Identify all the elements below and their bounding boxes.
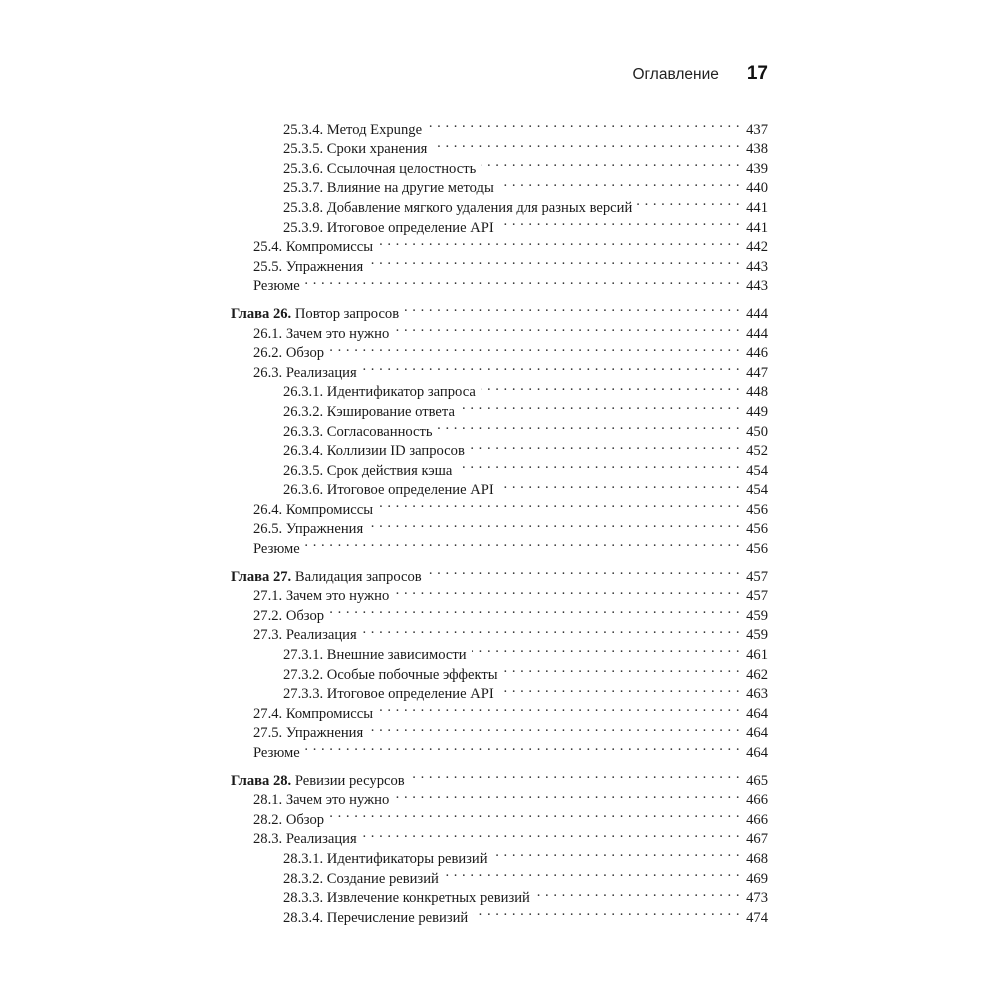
toc-entry-text: Резюме (253, 541, 300, 558)
toc-entry-title (231, 568, 422, 588)
toc-entry-text: 25.5. Упражнения (253, 258, 364, 275)
toc-entry-text: 28.3.3. Извлечение конкретных ревизий (283, 890, 530, 907)
toc-entry-text: 28.3.1. Идентификаторы ревизий (283, 850, 488, 867)
toc-entry-text: 26.3.5. Срок действия кэша (283, 462, 453, 479)
toc-page-number: 452 (746, 443, 768, 460)
toc-page-number: 466 (746, 811, 768, 828)
dot-leader (368, 718, 740, 738)
toc-chapter-entry (231, 298, 768, 322)
toc-entry-text: Валидация запросов (291, 568, 422, 585)
dot-leader (394, 785, 740, 805)
toc-page-number: 440 (746, 180, 768, 197)
toc-entry-text: 27.3.2. Особые побочные эффекты (283, 666, 498, 683)
dot-leader (368, 514, 740, 534)
toc-page-number: 442 (746, 239, 768, 256)
dot-leader (499, 679, 740, 699)
toc-entry-text: Резюме (253, 278, 300, 295)
toc-section-entry (231, 533, 768, 558)
toc-page-number: 444 (746, 325, 768, 342)
toc-entry-title (253, 744, 300, 764)
dot-leader (305, 737, 740, 757)
dot-leader (460, 396, 740, 416)
dot-leader (404, 298, 740, 318)
toc-page-number: 461 (746, 647, 768, 664)
toc-chapter-entry (231, 765, 768, 789)
dot-leader (503, 659, 740, 679)
toc-page-number: 449 (746, 403, 768, 420)
toc-entry-title (283, 140, 427, 160)
toc-entry-title (283, 403, 455, 423)
toc-entry-title (283, 423, 433, 443)
dot-leader (457, 455, 740, 475)
toc-chapter-entry (231, 561, 768, 585)
toc-entry-title (253, 364, 357, 384)
toc-entry-title (283, 160, 476, 180)
toc-page-number: 441 (746, 199, 768, 216)
toc-page-number: 469 (746, 870, 768, 887)
toc-entry-title (253, 344, 324, 364)
toc-entry-text: 26.3.2. Кэширование ответа (283, 403, 455, 420)
toc-entry-text: 26.2. Обзор (253, 345, 325, 362)
dot-leader (493, 843, 740, 863)
dot-leader (378, 698, 740, 718)
toc-entry-title (253, 501, 373, 521)
toc-entry-text: 25.3.5. Сроки хранения (283, 141, 428, 158)
toc-entry-text: 26.3.1. Идентификатор запроса (283, 384, 476, 401)
dot-leader (394, 318, 740, 338)
toc-page-number: 459 (746, 607, 768, 624)
toc-subsection-entry (231, 114, 768, 138)
toc-page-number: 447 (746, 364, 768, 381)
dot-leader (362, 620, 740, 640)
toc-entry-title (283, 909, 468, 929)
toc-entry-text: 28.3. Реализация (253, 831, 357, 848)
dot-leader (329, 338, 740, 358)
dot-leader (432, 134, 740, 154)
toc-page-number: 457 (746, 568, 768, 585)
toc-entry-text: 27.3.3. Итоговое определение API (283, 686, 494, 703)
toc-page-number: 443 (746, 258, 768, 275)
toc-page-number: 459 (746, 627, 768, 644)
dot-leader (481, 377, 740, 397)
toc-entry-text: 27.4. Компромиссы (253, 705, 374, 722)
toc-entry-text: Повтор запросов (291, 305, 400, 322)
toc-entry-text: 27.3. Реализация (253, 627, 357, 644)
dot-leader (362, 824, 740, 844)
toc-page-number: 473 (746, 890, 768, 907)
toc-entry-text: 25.3.4. Метод Expunge (283, 121, 423, 138)
toc-entry-title (283, 646, 467, 666)
dot-leader (305, 271, 740, 291)
toc-entry-text: 26.1. Зачем это нужно (253, 325, 390, 342)
toc-chapter-label: Глава 27. (231, 568, 292, 585)
dot-leader (535, 883, 740, 903)
toc-entry-title (283, 462, 452, 482)
toc-entry-title (283, 442, 465, 462)
toc-entry-title (253, 540, 300, 560)
toc-page-number: 450 (746, 423, 768, 440)
dot-leader (499, 475, 740, 495)
toc-entry-text: 26.3. Реализация (253, 364, 357, 381)
toc-page-number: 466 (746, 792, 768, 809)
toc-entry-text: 25.3.6. Ссылочная целостность (283, 160, 477, 177)
toc-page-number: 454 (746, 482, 768, 499)
page-number: 17 (746, 63, 768, 84)
toc-entry-title (283, 121, 422, 141)
toc-entry-text: 26.3.4. Коллизии ID запросов (283, 443, 465, 460)
toc-page-number: 468 (746, 850, 768, 867)
toc-page-number: 448 (746, 384, 768, 401)
dot-leader (410, 765, 740, 785)
toc-entry-text: 27.5. Упражнения (253, 725, 364, 742)
toc-section-entry (231, 737, 768, 761)
toc-page-number: 464 (746, 745, 768, 761)
toc-entry-title (231, 772, 405, 792)
running-header-title: Оглавление (632, 66, 719, 83)
toc-entry-text: 26.3.3. Согласованность (283, 423, 433, 440)
toc-page-number: 454 (746, 462, 768, 479)
toc-page-number: 438 (746, 141, 768, 158)
toc-page-number: 446 (746, 345, 768, 362)
dot-leader (427, 561, 740, 581)
toc-entry-title (283, 383, 476, 403)
toc-entry-text: 25.3.9. Итоговое определение API (283, 219, 494, 236)
toc-chapter-label: Глава 28. (231, 772, 292, 789)
toc-page-number: 462 (746, 666, 768, 683)
toc-entry-title (283, 179, 494, 199)
toc-page-number: 456 (746, 501, 768, 518)
dot-leader (378, 494, 740, 514)
toc-entry-title (253, 705, 373, 725)
toc-entry-title (253, 238, 373, 258)
toc-page-number: 441 (746, 219, 768, 236)
toc-entry-title (253, 830, 357, 850)
dot-leader (394, 581, 740, 601)
toc-entry-text: Резюме (253, 745, 300, 761)
toc-entry-text: 27.2. Обзор (253, 607, 325, 624)
toc-page-number: 463 (746, 686, 768, 703)
dot-leader (473, 902, 740, 922)
toc-page-number: 457 (746, 588, 768, 605)
toc-chapter-label: Глава 26. (231, 305, 292, 322)
dot-leader (499, 212, 740, 232)
toc-entry-title (231, 305, 399, 325)
toc-entry-title (283, 666, 498, 686)
toc-page-number: 464 (746, 705, 768, 722)
toc-page-number: 456 (746, 521, 768, 538)
toc-entry-text: 28.2. Обзор (253, 811, 325, 828)
dot-leader (472, 639, 740, 659)
toc-page-number: 439 (746, 160, 768, 177)
toc-page-number: 467 (746, 831, 768, 848)
dot-leader (438, 416, 740, 436)
toc-page-number: 464 (746, 725, 768, 742)
table-of-contents (231, 114, 768, 926)
toc-page-number: 437 (746, 121, 768, 138)
dot-leader (444, 863, 740, 883)
dot-leader (368, 251, 740, 271)
dot-leader (427, 114, 740, 134)
toc-entry-text: 25.4. Компромиссы (253, 239, 374, 256)
toc-entry-text: 26.4. Компромиссы (253, 501, 374, 518)
dot-leader (470, 436, 740, 456)
toc-section-entry (231, 271, 768, 295)
toc-page-number: 474 (746, 909, 768, 926)
toc-entry-title (253, 607, 324, 627)
toc-page-number: 444 (746, 305, 768, 322)
toc-entry-text: 25.3.7. Влияние на другие методы (283, 180, 494, 197)
dot-leader (637, 192, 740, 212)
toc-page-number: 456 (746, 541, 768, 558)
toc-entry-text: Ревизии ресурсов (291, 772, 405, 789)
toc-entry-text: 27.1. Зачем это нужно (253, 588, 390, 605)
dot-leader (329, 804, 740, 824)
dot-leader (329, 600, 740, 620)
toc-entry-text: 26.3.6. Итоговое определение API (283, 482, 494, 499)
toc-entry-text: 28.1. Зачем это нужно (253, 792, 390, 809)
toc-entry-text: 25.3.8. Добавление мягкого удаления для разных версий (283, 199, 633, 216)
toc-entry-text: 26.5. Упражнения (253, 521, 364, 538)
toc-entry-text: 27.3.1. Внешние зависимости (283, 647, 467, 664)
dot-leader (305, 533, 740, 553)
toc-entry-text: 28.3.4. Перечисление ревизий (283, 909, 469, 926)
dot-leader (481, 153, 740, 173)
toc-entry-title (253, 626, 357, 646)
dot-leader (499, 173, 740, 193)
running-header (600, 63, 768, 89)
toc-page-number: 465 (746, 772, 768, 789)
toc-entry-title (283, 870, 439, 890)
toc-entry-title (253, 277, 300, 297)
dot-leader (362, 357, 740, 377)
dot-leader (378, 232, 740, 252)
toc-page-number: 443 (746, 278, 768, 295)
toc-entry-title (253, 811, 324, 831)
toc-entry-text: 28.3.2. Создание ревизий (283, 870, 439, 887)
